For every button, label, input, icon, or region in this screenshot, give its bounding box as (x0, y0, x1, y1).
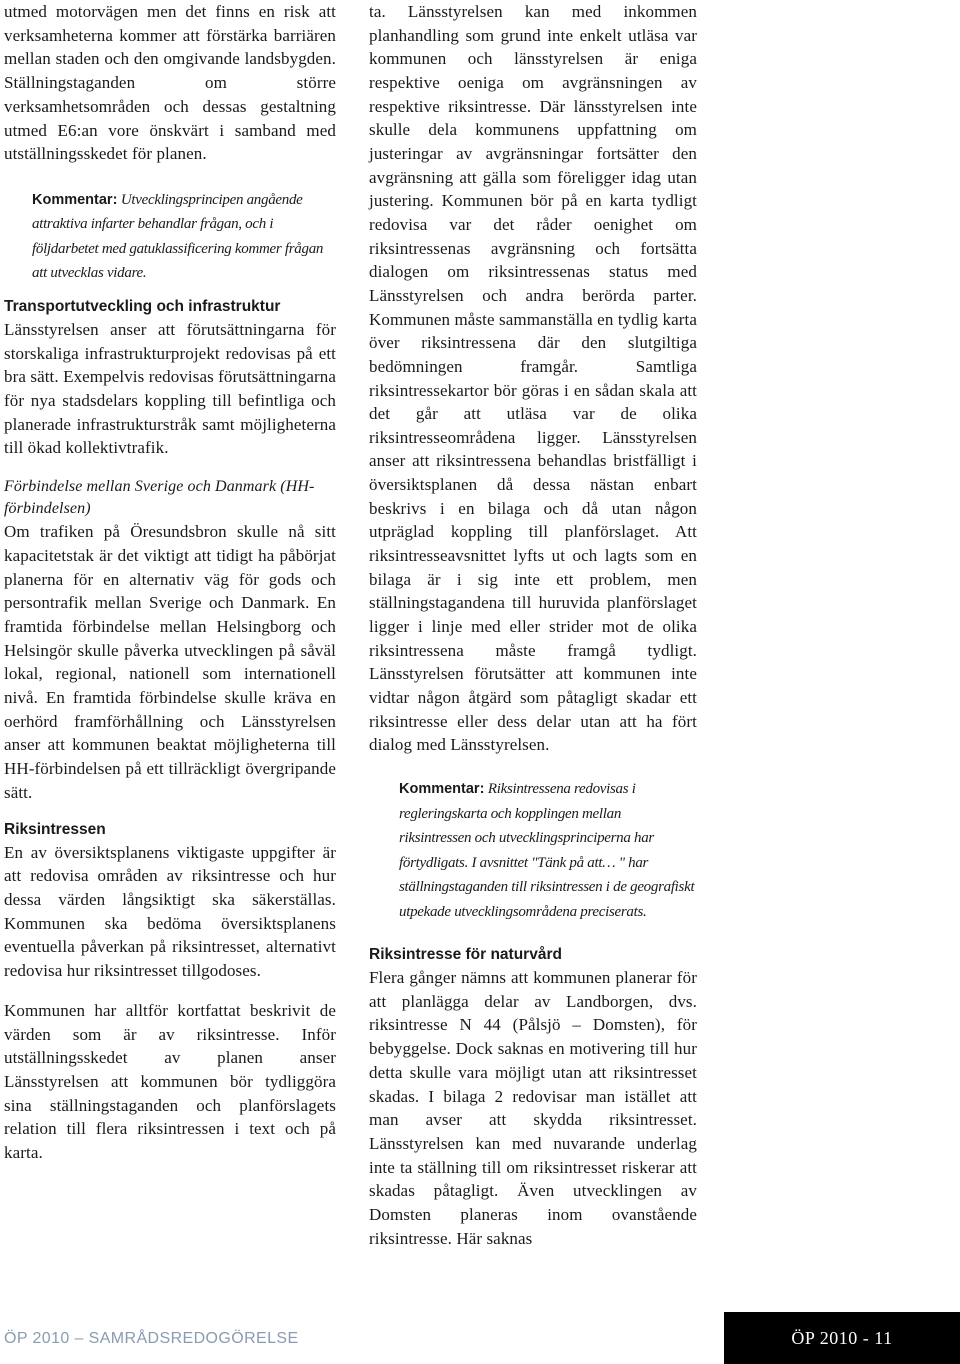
left-column (4, 0, 336, 1165)
comment-block (399, 777, 695, 924)
comment-text: Riksintressena redovisas i regleringskarta och kopplingen mellan riksintressen och utvecklingsprinciperna har förtydligats. I avsnittet "Tänk på att… " har ställningstaganden till riksintressen i de geografiskt utpekade utvecklingsområdena preciserats. (399, 781, 695, 920)
paragraph: En av översiktsplanens viktigaste uppgifter är att redovisa områden av riksintresse och hur dessa värden långsiktigt ska säkerställas. Kommunen ska bedöma översiktsplanens eventuella påverkan på riksintresset, alternativt redovisa hur riksintresset tillgodoses. (4, 842, 336, 981)
footer-page-number: ÖP 2010 - 11 (724, 1312, 960, 1364)
paragraph: Om trafiken på Öresundsbron skulle nå sitt kapacitetstak är det viktigt att tidigt ha påbörjat planerna för en alternativ väg för gods och persontrafik mellan Sverige och Danmark. En framtida förbindelse mellan Helsingborg och Helsingör skulle påverka utvecklingen på såväl lokal, regional, nationell som internationell nivå. En framtida förbindelse skulle kräva en oerhörd framförhållning och Länsstyrelsen anser att kommunen beaktat möjligheterna till HH-förbindelsen på ett tillräckligt övergripande sätt. (4, 522, 336, 802)
sub-heading: Förbindelse mellan Sverige och Danmark (HH-förbindelsen) (4, 478, 315, 518)
paragraph: Flera gånger nämns att kommunen planerar för att planlägga delar av Landborgen, dvs. riksintresse N 44 (Pålsjö – Domsten), för bebyggelse. Dock saknas en motivering till hur detta skulle vara möjligt utan att riksintresset skadas. I bilaga 2 redovisar man istället att man avser att skydda riksintresset. Länsstyrelsen kan med nuvarande underlag inte ta ställning till om riksintresset riskerar att skadas påtagligt. Även utvecklingen av Domsten planeras inom ovanstående riksintresse. Här saknas (369, 968, 697, 1248)
page-footer (0, 1312, 960, 1364)
footer-document-title: ÖP 2010 – SAMRÅDSREDOGÖRELSE (4, 1330, 299, 1347)
section-heading: Riksintressen (4, 820, 106, 838)
paragraph: Kommunen har alltför kortfattat beskrivit de värden som är av riksintresse. Inför utställningsskedet av planen anser Länsstyrelsen att kommunen bör tydliggöra sina ställningstaganden och planförslagets relation till flera riksintressen i text och på karta. (4, 1000, 336, 1163)
paragraph: Länsstyrelsen anser att förutsättningarna för storskaliga infrastrukturprojekt redovisas på ett bra sätt. Exempelvis redovisas förutsättningarna för nya stadsdelars koppling till befintliga och planerade infrastrukturstråk samt möjligheterna till ökad kollektivtrafik. (4, 319, 336, 458)
section-heading: Riksintresse för naturvård (369, 946, 562, 963)
comment-block (32, 188, 330, 286)
comment-label: Kommentar: (32, 191, 118, 208)
comment-text: Utvecklingsprincipen angående attraktiva infarter behandlar frågan, och i följdarbetet med gatuklassificering kommer frågan att utvecklas vidare. (32, 191, 324, 282)
right-column (369, 0, 697, 1250)
section-heading: Transportutveckling och infrastruktur (4, 297, 281, 315)
paragraph: ta. Länsstyrelsen kan med inkommen planhandling som grund inte enkelt utläsa var kommunen och länsstyrelsen är eniga respektive oeniga om avgränsningen av respektive riksintresse. Där länsstyrelsen inte skulle dela kommunens uppfattning om justeringar av avgränsningar fortsätter den avgränsning att gälla som föreligger idag utan justering. Kommunen bör på en karta tydligt redovisa var det råder oenighet om riksintressenas avgränsning och fortsätta dialogen om riksintressenas status med Länsstyrelsen och andra berörda parter. Kommunen måste sammanställa en tydlig karta över riksintressena där den slutgiltiga bedömningen framgår. Samtliga riksintressekartor bör göras i en sådan skala att det går att utläsa var de olika riksintresseområdena ligger. Länsstyrelsen anser att riksintressena behandlas bristfälligt i översiktsplanen då dessa nästan enbart beskrivs i en bilaga och då utan någon utpräglad koppling till planförslaget. Att riksintresseavsnittet lyfts ut och lagts som en bilaga är i sig inte ett problem, men ställningstagandena till huruvida planförslaget ligger i linje med eller strider mot de olika riksintressena måste framgå tydligt. Länsstyrelsen förutsätter att kommunen inte vidtar någon åtgärd som påtagligt skadar ett riksintresse eller dess delar utan att ha fört dialog med Länsstyrelsen. (369, 2, 697, 755)
paragraph: utmed motorvägen men det finns en risk att verksamheterna kommer att förstärka barriären mellan staden och den omgivande landsbygden. Ställningstaganden om större verksamhetsområden och dessas gestaltning utmed E6:an vore önskvärt i samband med utställningsskedet för planen. (4, 2, 336, 164)
comment-label: Kommentar: (399, 781, 485, 797)
